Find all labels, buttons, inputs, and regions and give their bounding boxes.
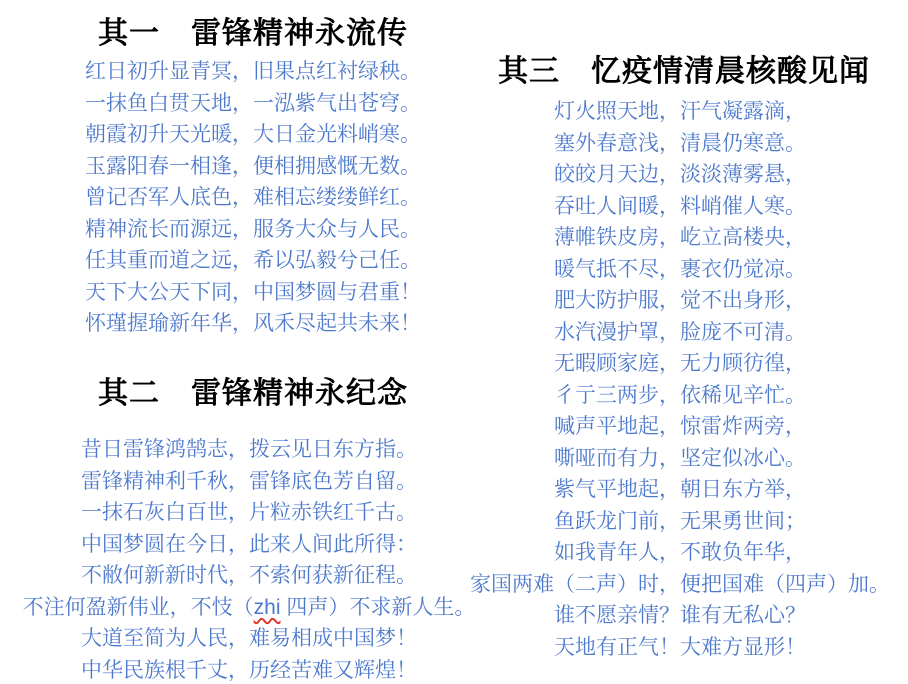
poem-line-text: 家国两难（二声）时，便把国难（四声）加。 [470,572,890,596]
poem-line [452,96,908,128]
poem-line-text: 暖气抵不尽，裹衣仍觉凉。 [554,257,806,281]
poem-line-text: 灯火照天地，汗气凝露滴， [554,100,806,123]
poem-line-text: 谁不愿亲情？谁有无私心？ [554,604,806,627]
poem-line-text: 四声）不求新人生。 [280,595,476,619]
poem-line [10,497,488,529]
poem-line-text: 不敝何新新时代，不索何获新征程。 [81,564,417,587]
poem-line [18,151,488,183]
poem-line-text: 中国梦圆在今日，此来人间此所得： [81,532,417,556]
poem-line-text: 天下大公天下同，中国梦圆与君重！ [85,280,421,304]
poem-line-text: 不注何盈新伟业，不忮（ [22,595,254,619]
poem-line-text: 玉露阳春一相逢，便相拥感慨无数。 [85,154,421,178]
poem-line-text: 天地有正气！大难方显形！ [554,635,806,659]
poem-line-text: 朝霞初升天光暖，大日金光料峭寒。 [85,123,421,146]
poem-line [18,119,488,151]
poem-line [10,466,488,498]
poem-line [18,56,488,88]
poem-line [452,285,908,317]
poem-line-text: 彳亍三两步，依稀见辛忙。 [554,383,806,407]
poem-line-text: 雷锋精神利千秋，雷锋底色芳自留。 [81,469,417,493]
poem-line-text: 大道至简为人民，难易相成中国梦！ [81,627,417,650]
poem-line [452,537,908,569]
poem-line [18,308,488,340]
poem-line [10,623,488,655]
poem-line-text: 一抹石灰白百世，片粒赤铁红千古。 [81,501,417,524]
poem-2-title: 其二 雷锋精神永纪念 [98,377,408,410]
poem-line-text: 昔日雷锋鸿鹄志，拨云见日东方指。 [81,438,417,461]
poem-line-text: 嘶哑而有力，坚定似冰心。 [554,446,806,470]
poem-line-text: 鱼跃龙门前，无果勇世间； [554,509,806,533]
poem-line [452,317,908,349]
poem-line [452,506,908,538]
poem-line-text: 曾记否军人底色，难相忘缕缕鲜红。 [85,186,421,209]
poem-line [452,128,908,160]
poem-line-text: 塞外春意浅，清晨仍寒意。 [554,131,806,155]
poem-line [452,474,908,506]
poem-line [18,245,488,277]
poem-line [452,348,908,380]
poem-line [10,592,488,624]
poem-line [452,632,908,664]
poem-3-title: 其三 忆疫情清晨核酸见闻 [498,55,870,88]
poem-line [452,443,908,475]
poem-line-text: 无暇顾家庭，无力顾彷徨， [554,352,806,375]
poem-line-text: 肥大防护服，觉不出身形， [554,289,806,312]
poem-1-body [18,56,488,340]
poem-line [18,182,488,214]
poem-line-text: 如我青年人，不敢负年华， [554,541,806,564]
poem-line [452,254,908,286]
poem-line-text: 水汽漫护罩，脸庞不可清。 [554,320,806,344]
poem-line-text: 喊声平地起，惊雷炸两旁， [554,415,806,438]
poem-line [10,560,488,592]
poem-1-title: 其一 雷锋精神永流传 [98,17,408,50]
poem-line [452,159,908,191]
poem-line [18,277,488,309]
poem-line-text: 一抹鱼白贯天地，一泓紫气出苍穹。 [85,91,421,115]
poem-line [452,191,908,223]
poem-line [452,600,908,632]
poem-line-text: 中华民族根千丈，历经苦难又辉煌！ [81,658,417,682]
poem-line-text: 红日初升显青冥，旧果点红衬绿秧。 [85,60,421,83]
poem-line [452,411,908,443]
poem-line [452,380,908,412]
poem-line-text: 薄帷铁皮房，屹立高楼央， [554,226,806,249]
poem-line [452,569,908,601]
poem-line-text: 怀瑾握瑜新年华，风禾尽起共未来！ [85,312,421,335]
spellcheck-underlined-word: zhi [253,595,281,619]
poem-2-body [10,434,488,684]
poem-line [10,655,488,684]
poem-line-text: 任其重而道之远，希以弘毅兮己任。 [85,249,421,272]
poem-line-text: 皎皎月天边，淡淡薄雾悬， [554,163,806,186]
poem-line [18,214,488,246]
poem-3-body [452,96,908,663]
poem-line [10,434,488,466]
poem-line [18,88,488,120]
poem-line-text: 紫气平地起，朝日东方举， [554,478,806,501]
poem-line-text: 吞吐人间暖，料峭催人寒。 [554,194,806,218]
poem-line [10,529,488,561]
poem-line-text: 精神流长而源远，服务大众与人民。 [85,217,421,241]
poem-line [452,222,908,254]
